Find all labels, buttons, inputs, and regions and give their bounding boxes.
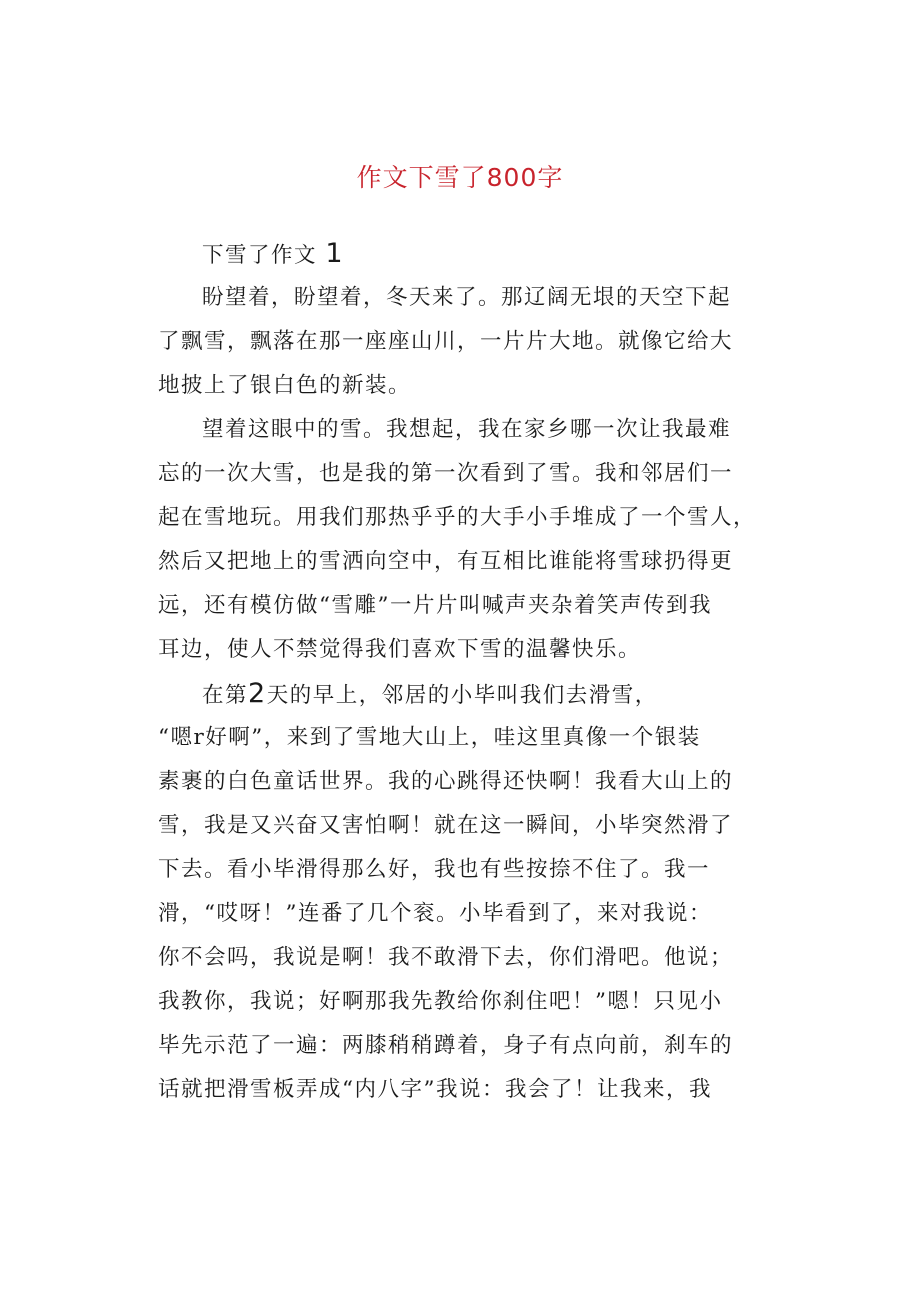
paragraph-line: “嗯r好啊”，来到了雪地大山上，哇这里真像一个银装 <box>158 725 701 750</box>
document-title: 作文下雪了800字 <box>356 163 564 192</box>
section-heading-text: 下雪了作文 <box>202 243 318 268</box>
document-body <box>158 232 757 1112</box>
section-heading-number: 1 <box>325 238 345 269</box>
paragraph-line: 你不会吗，我说是啊！我不敢滑下去，你们滑吧。他说； <box>158 945 734 970</box>
paragraph-line: 地披上了银白色的新装。 <box>158 373 412 398</box>
paragraph-line <box>158 672 748 716</box>
paragraph-line: 远，还有模仿做“雪雕”一片片叫喊声夹杂着笑声传到我 <box>158 593 712 618</box>
paragraph-line: 耳边，使人不禁觉得我们喜欢下雪的温馨快乐。 <box>158 637 642 662</box>
paragraph-line: 然后又把地上的雪洒向空中，有互相比谁能将雪球扔得更 <box>158 549 734 574</box>
paragraph-line: 望着这眼中的雪。我想起，我在家乡哪一次让我最难 <box>202 417 732 442</box>
section-heading <box>158 232 748 276</box>
paragraph-line: 话就把滑雪板弄成“内八字”我说：我会了！让我来，我 <box>158 1077 712 1102</box>
paragraph-line: 毕先示范了一遍：两膝稍稍蹲着，身子有点向前，刹车的 <box>158 1033 734 1058</box>
paragraph-line: 我教你，我说；好啊那我先教给你刹住吧！”嗯！只见小 <box>158 989 723 1014</box>
paragraph-line: 滑，“哎呀！”连番了几个衮。小毕看到了，来对我说： <box>158 901 712 926</box>
paragraph-line: 忘的一次大雪，也是我的第一次看到了雪。我和邻居们一 <box>158 461 734 486</box>
paragraph-line: 盼望着，盼望着，冬天来了。那辽阔无垠的天空下起 <box>202 285 732 310</box>
paragraph-line: 下去。看小毕滑得那么好，我也有些按捺不住了。我一 <box>158 857 711 882</box>
paragraph3-number: 2 <box>248 678 267 709</box>
paragraph3-prefix: 在第 <box>202 683 249 708</box>
paragraph3-suffix: 天的早上，邻居的小毕叫我们去滑雪， <box>266 683 658 708</box>
paragraph-line: 雪，我是又兴奋又害怕啊！就在这一瞬间，小毕突然滑了 <box>158 813 734 838</box>
paragraph-line: 起在雪地玩。用我们那热乎乎的大手小手堆成了一个雪人， <box>158 505 757 530</box>
paragraph-line: 素裹的白色童话世界。我的心跳得还快啊！我看大山上的 <box>158 769 734 794</box>
paragraph-line: 了飘雪，飘落在那一座座山川，一片片大地。就像它给大 <box>158 329 734 354</box>
